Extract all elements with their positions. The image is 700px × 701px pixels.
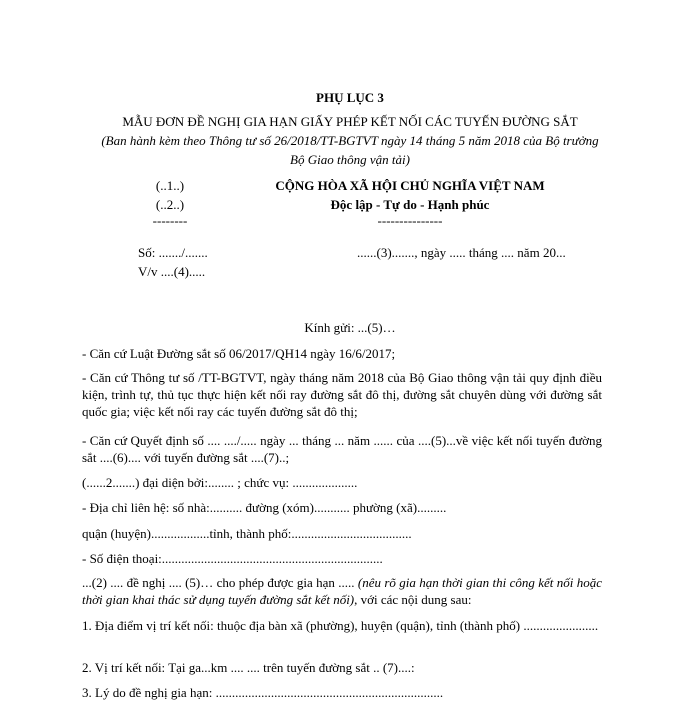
request-text: ...(2) .... đề nghị .... (5)… cho phép được gia hạn .....	[82, 575, 358, 590]
organization-placeholder-2: (..2..)	[155, 197, 185, 212]
national-motto: Độc lập - Tự do - Hạnh phúc	[330, 197, 490, 212]
extension-request	[82, 574, 602, 608]
representative-line: (......2.......) đại diện bởi:........ ; chức vụ: ....................	[82, 475, 358, 490]
right-divider: ---------------	[377, 213, 443, 228]
form-title: MẪU ĐƠN ĐỀ NGHỊ GIA HẠN GIẤY PHÉP KẾT NỐI CÁC TUYẾN ĐƯỜNG SẮT	[122, 114, 578, 129]
issuance-note-line-1: (Ban hành kèm theo Thông tư số 26/2018/TT-BGTVT ngày 14 tháng 5 năm 2018 của Bộ trưởng	[101, 133, 599, 148]
item-connection-position: 2. Vị trí kết nối: Tại ga...km .... .... trên tuyến đường sắt .. (7)....:	[82, 660, 415, 675]
national-title: CỘNG HÒA XÃ HỘI CHỦ NGHĨA VIỆT NAM	[275, 178, 545, 193]
item-connection-location: 1. Địa điểm vị trí kết nối: thuộc địa bàn xã (phường), huyện (quận), tỉnh (thành phố) .......................	[82, 618, 599, 633]
appendix-heading: PHỤ LỤC 3	[316, 90, 384, 105]
phone-line: - Số điện thoại:....................................................................	[82, 551, 383, 566]
legal-basis-circular: - Căn cứ Thông tư số /TT-BGTVT, ngày tháng năm 2018 của Bộ Giao thông vận tải quy định điều kiện, trình tự, thủ tục thực hiện kết nối ray đường sắt đô thị, đường sắt chuyên dùng với đường sắt quốc gia; việc kết nối ray các tuyến đường sắt đô thị;	[82, 370, 602, 419]
item-extension-reason: 3. Lý do đề nghị gia hạn: ......................................................................	[82, 685, 444, 700]
legal-basis-decision: - Căn cứ Quyết định số .... ..../..... ngày ... tháng ... năm ...... của ....(5)...về việc kết nối tuyến đường sắt ....(6).... với tuyến đường sắt ....(7)..;	[82, 433, 602, 465]
place-and-date: ......(3)......., ngày ..... tháng .... năm 20...	[357, 245, 566, 260]
left-divider: --------	[152, 213, 188, 228]
issuance-note-line-2: Bộ Giao thông vận tải)	[290, 152, 410, 167]
legal-basis-law: - Căn cứ Luật Đường sắt số 06/2017/QH14 ngày 16/6/2017;	[82, 346, 396, 361]
request-tail: , với các nội dung sau:	[354, 592, 472, 607]
document-number: Số: ......./.......	[138, 245, 208, 260]
district-city-line: quận (huyện)..................tỉnh, thành phố:.....................................	[82, 526, 412, 541]
organization-placeholder-1: (..1..)	[155, 178, 185, 193]
salutation: Kính gửi: ...(5)…	[304, 320, 396, 335]
contact-address-line: - Địa chỉ liên hệ: số nhà:.......... đường (xóm)........... phường (xã).........	[82, 500, 447, 515]
document-subject: V/v ....(4).....	[138, 264, 206, 279]
request-note: (nêu rõ gia hạn thời gian thi công kết nối hoặc thời gian khai thác sử dụng tuyến đường sắt kết nối)	[82, 575, 602, 607]
